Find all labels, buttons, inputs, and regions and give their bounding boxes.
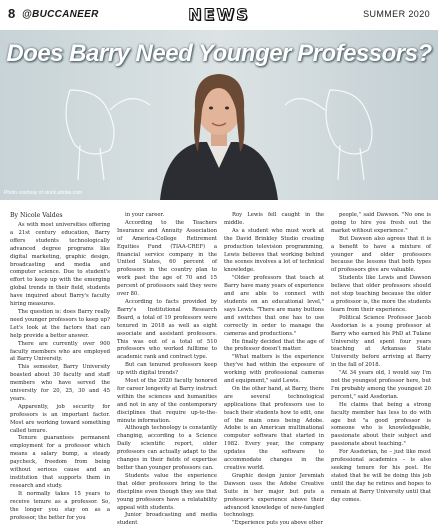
paragraph: Tenure guarantees permanent employment for a professor which means a salary bump, a steady paycheck, freedom from being without serious cause and an institution that supports them in research and study. <box>10 435 110 489</box>
paragraph: Graphic design junior Jeremiah Dawson uses the Adobe Creative Suite in her major but puts a professor's experience above their advanced knowledge of new-fangled technology. <box>224 472 324 519</box>
paragraph: There are currently over 900 faculty members who are employed at Barry University. <box>10 340 110 363</box>
paragraph: But Dawson also agrees that it is a benefit to have a mixture of younger and older professors because the lessons that both types of professors give are valuable. <box>331 235 431 274</box>
paragraph: people," said Dawson. "No one is going to hire you fresh out the market without experience." <box>331 212 431 234</box>
publication-name: @BUCCANEER <box>22 9 99 20</box>
paragraph: Students like Lewis and Dawson believe that older professors should not stop teaching because the older a professor is, the more the students learn from their experience. <box>331 275 431 313</box>
page-number: 8 <box>8 6 16 21</box>
article-column-1 <box>10 222 110 522</box>
photo-credit: Photo courtesy of stock.adobe.com <box>4 190 83 196</box>
paragraph: Junior broadcasting and media student <box>117 512 217 527</box>
paragraph: It normally takes 15 years to receive tenure as a professor. So, the longer you stay on as a professor, the better for you <box>10 490 110 521</box>
paragraph: "At 34 years old, I would say I'm not the youngest professor here, but I'm probably among the youngest 20 percent," said Assdorian. <box>331 370 431 400</box>
paragraph: He finally decided that the age of the professor doesn't matter. <box>224 338 324 353</box>
paragraph: "Experience puts you above other <box>232 520 323 527</box>
paragraph: in your career. <box>125 212 165 218</box>
paragraph: As with most universities offering a 21st century education, Barry offers students technologically advanced degree programs like digital marketing, graphic design, broadcasting and media and computer science. Due to student's effort to keep up with the emerging global trends in their field, students have inquired about Barry's faculty hiring measures. <box>10 222 110 308</box>
paragraph: Roy Lewis fell caught in the middle. <box>224 212 324 226</box>
paragraph: "What matters is the experience they've had within the exposure of working with professional cameras and equipment," said Lewis. <box>224 354 324 385</box>
paragraph: But can tenured professors keep up with digital trends? <box>117 362 217 377</box>
paragraph: According to the Teachers Insurance and Annuity Association of America-College Retirement Equities Fund (TIAA-CREF) a financial service company in the United States, 60 percent of professors in the country plan to work past the age of 70 and 15 percent of professors said they were over 80. <box>117 219 217 298</box>
paragraph: Apparently, job security for professors is an important factor. Most are working toward something called tenure. <box>10 403 110 434</box>
byline: By Nicole Valdes <box>10 212 63 219</box>
article-column-2 <box>117 212 217 528</box>
page-header <box>0 0 438 30</box>
paragraph: The question is: does Barry really need younger professors to keep up? Let's look at the factors that can help provide a better answer. <box>10 308 110 339</box>
paragraph: This semester, Barry University boasted about 30 faculty and staff members who have served the university for 20, 25, 30 and 45 years. <box>10 364 110 402</box>
paragraph: According to facts provided by Barry's Institutional Research Board, a total of 19 professors were tenured in 2018 as well as eight associate and assistant professors. This was out of a total of 510 professors who worked fulltime to academic rank and contract type. <box>117 298 217 361</box>
paragraph: He claims that being a strong faculty member has less to do with age but "a good professor is someone who is knowledgeable, passionate about their subject and passionate about teaching." <box>331 401 431 448</box>
section-title: NEWS <box>188 5 250 24</box>
paragraph: Political Science Professor Jacob Assdorian is a young professor at Barry who earned his PhD at Tulane University and spent four years teaching at Arkansas State University before arriving at Barry in the fall of 2018. <box>331 314 431 369</box>
article-column-4 <box>331 212 431 505</box>
paragraph: On the other hand, at Barry, there are several technological applications that professors use to teach their students how to edit, one of the main ones being Adobe. Adobe is an American multinational computer software that started in 1982. Every year, the company updates the software to accommodate changes in the creative world. <box>224 385 324 471</box>
paragraph: "Older professors that teach at Barry have many years of experience and are able to connect with students on an educational level," says Lewis. "There are many buttons and switches that one has to use correctly in order to manage the cameras and productions." <box>224 275 325 337</box>
paragraph: Students value the experience that older professors bring to the discipline even though they see that young professors have a relatability appeal with students. <box>117 472 217 511</box>
paragraph: Although technology is constantly changing, according to a Science Daily scientific report, older professors can actually adapt to the changes in their fields of expertise better than younger professors can. <box>117 425 217 471</box>
paragraph: As a student who must work at the David Brinkley Studio creating production television programming, Lewis believes that working behind the scenes involves a lot of technical knowledge. <box>224 227 324 274</box>
issue-date: SUMMER 2020 <box>363 9 430 19</box>
article-column-3 <box>224 212 324 528</box>
paragraph: For Assdorian, he – just like most professional academics – is also seeking tenure for his post. He stated that he will be doing this job until the day he retires and hopes to remain at Barry University until that day comes. <box>331 449 431 503</box>
headline: Does Barry Need Younger Professors? <box>6 40 432 67</box>
paragraph: Most of the 2020 faculty honored for career longevity at Barry instruct within the sciences and humanities and not in any of the contemporary disciplines that require up-to-the-minute information. <box>117 378 217 424</box>
hero-image <box>0 30 438 200</box>
